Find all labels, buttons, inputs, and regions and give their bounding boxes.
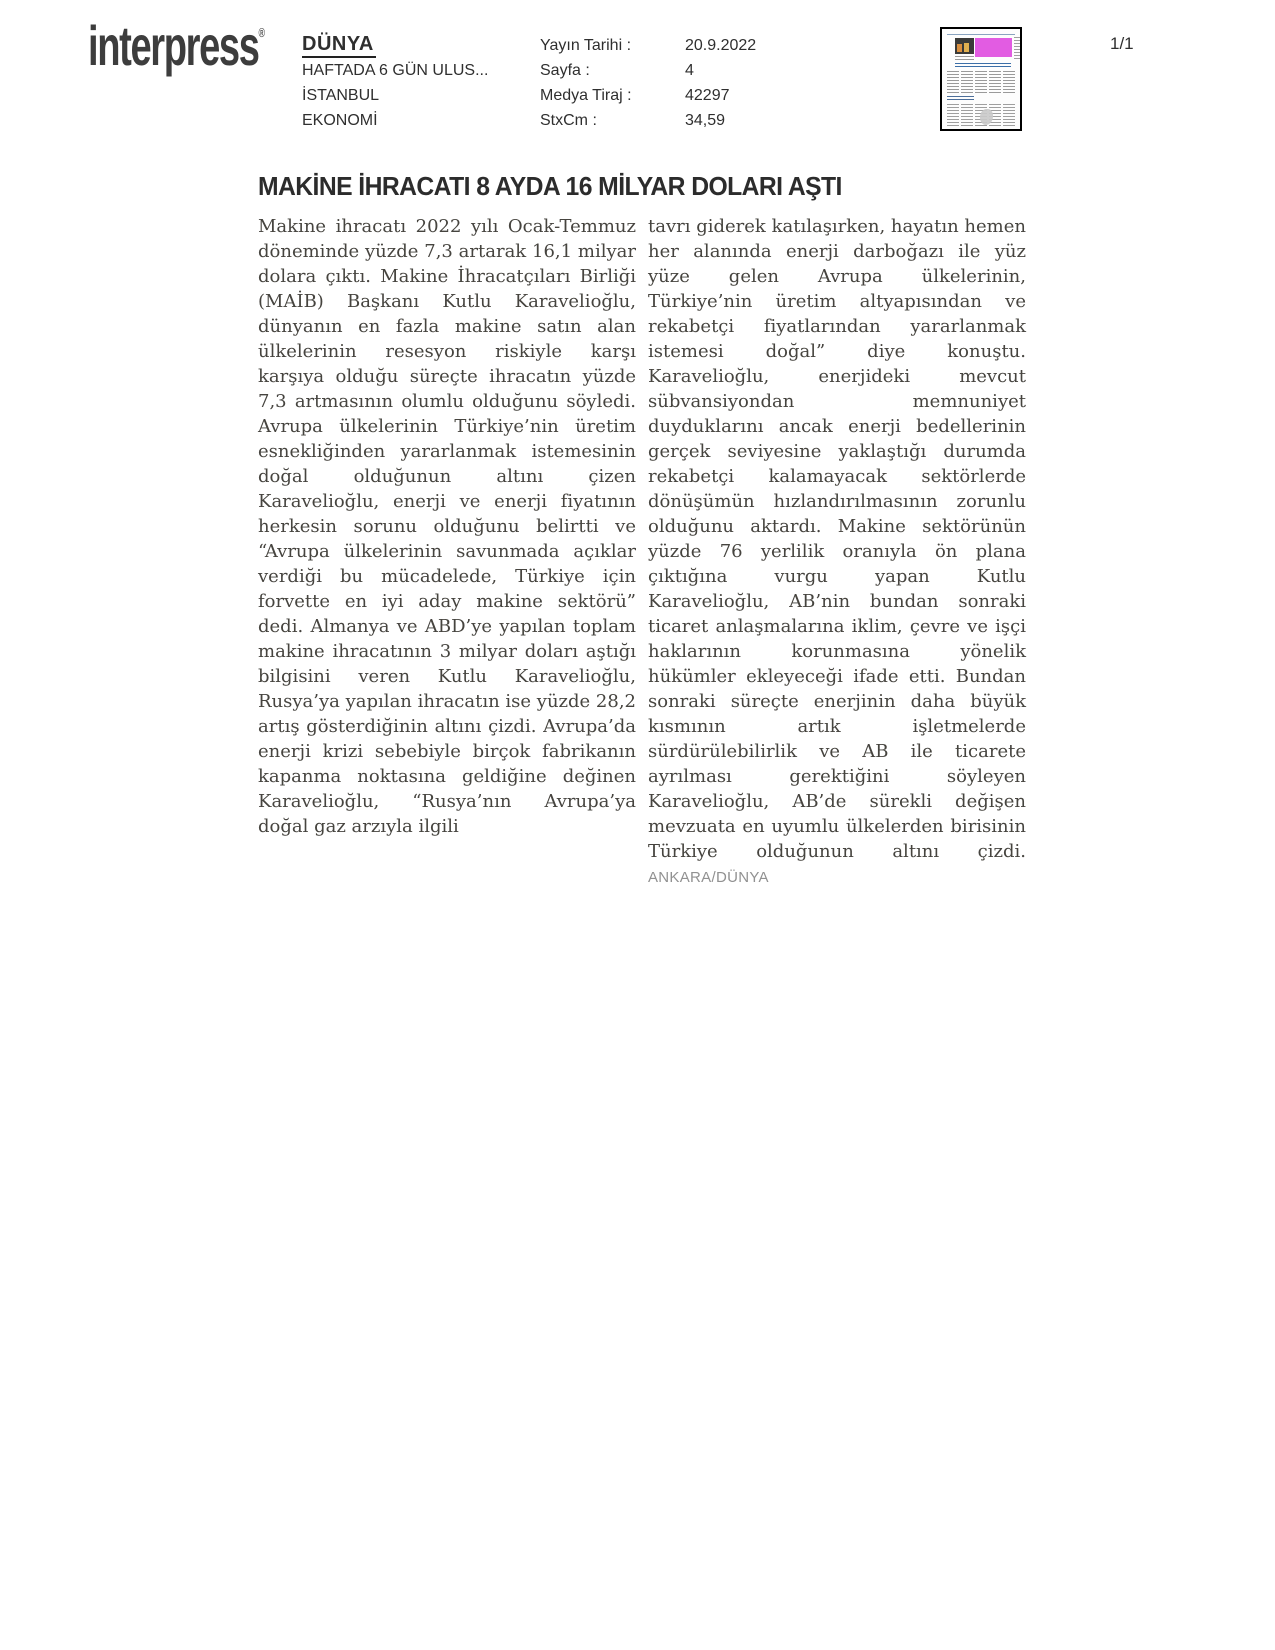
article-column-right (648, 214, 1026, 890)
value-stxcm: 34,59 (685, 112, 726, 129)
thumbnail-photo-caption (955, 56, 974, 60)
article-body (258, 214, 1026, 890)
thumbnail-photo (955, 38, 974, 54)
logo-text: interpress (88, 14, 259, 77)
thumbnail-side-column (1014, 37, 1020, 61)
publication-city: İSTANBUL (302, 87, 380, 104)
thumbnail-top-rule (947, 34, 1015, 35)
article-byline: ANKARA/DÜNYA (648, 869, 769, 886)
interpress-logo (88, 14, 266, 77)
label-page: Sayfa : (540, 62, 590, 79)
page-indicator: 1/1 (1110, 34, 1134, 53)
metadata-labels (540, 33, 632, 133)
thumbnail-article-highlight (975, 38, 1012, 57)
thumbnail-text-columns (947, 71, 1015, 93)
page-thumbnail (940, 27, 1022, 131)
article-headline: MAKİNE İHRACATI 8 AYDA 16 MİLYAR DOLARI AŞTI (258, 171, 842, 201)
label-publish-date: Yayın Tarihi : (540, 37, 632, 54)
value-publish-date: 20.9.2022 (685, 37, 757, 54)
thumbnail-headline-lines (955, 63, 1011, 68)
label-media-circulation: Medya Tiraj : (540, 87, 632, 104)
label-stxcm: StxCm : (540, 112, 597, 129)
publication-info (302, 33, 532, 133)
thumbnail-section-header (947, 96, 974, 101)
article-column-left: Makine ihracatı 2022 yılı Ocak-Temmuz döneminde yüzde 7,3 artarak 16,1 milyar dolara çıktı. Makine İhracatçıları Birliği (MAİB) Başkanı Kutlu Karavelioğlu, dünyanın en fazla makine satın alan ülkelerinin resesyon riskiyle karşı karşıya olduğu süreçte ihracatın yüzde 7,3 artmasının olumlu olduğunu söyledi. Avrupa ülkelerinin Türkiye’nin üretim esnekliğinden yararlanmak istemesinin doğal olduğunun altını çizen Karavelioğlu, enerji ve enerji fiyatının herkesin sorunu olduğunu belirtti ve “Avrupa ülkelerinin savunmada açıklar verdiği bu mücadelede, Türkiye için forvette en iyi aday makine sektörü” dedi. Almanya ve ABD’ye yapılan toplam makine ihracatının 3 milyar doları aştığı bilgisini veren Kutlu Karavelioğlu, Rusya’ya yapılan ihracatın ise yüzde 28,2 artış gösterdiğinin altını çizdi. Avrupa’da enerji krizi sebebiyle birçok fabrikanın kapanma noktasına geldiğine değinen Karavelioğlu, “Rusya’nın Avrupa’ya doğal gaz arzıyla ilgili (258, 216, 636, 837)
value-media-circulation: 42297 (685, 87, 730, 104)
registered-trademark-icon: ® (258, 25, 266, 40)
value-page: 4 (685, 62, 694, 79)
article-column-right-text: tavrı giderek katılaşırken, hayatın hemen her alanında enerji darboğazı ile yüz yüze gelen Avrupa ülkelerinin, Türkiye’nin üretim altyapısından ve rekabetçi fiyatlarından yararlanmak istemesi doğal” diye konuştu. Karavelioğlu, enerjideki mevcut sübvansiyondan memnuniyet duyduklarını ancak enerji bedellerinin gerçek seviyesine yaklaştığı durumda rekabetçi kalamayacak sektörlerde dönüşümün hızlandırılmasının zorunlu olduğunu aktardı. Makine sektörünün yüzde 76 yerlilik oranıyla ön plana çıktığına vurgu yapan Kutlu Karavelioğlu, AB’nin bundan sonraki ticaret anlaşmalarına iklim, çevre ve işçi haklarının korunmasına yönelik hükümler ekleyeceği ifade etti. Bundan sonraki süreçte enerjinin daha büyük kısmının artık işletmelerde sürdürülebilirlik ve AB ile ticarete ayrılması gerektiğini söyleyen Karavelioğlu, AB’de sürekli değişen mevzuata en uyumlu ülkelerden birisinin Türkiye olduğunun altını çizdi. (648, 216, 1026, 862)
metadata-values (685, 33, 756, 133)
publication-name: DÜNYA (302, 34, 376, 58)
publication-frequency: HAFTADA 6 GÜN ULUS... (302, 62, 489, 79)
publication-section: EKONOMİ (302, 112, 378, 129)
